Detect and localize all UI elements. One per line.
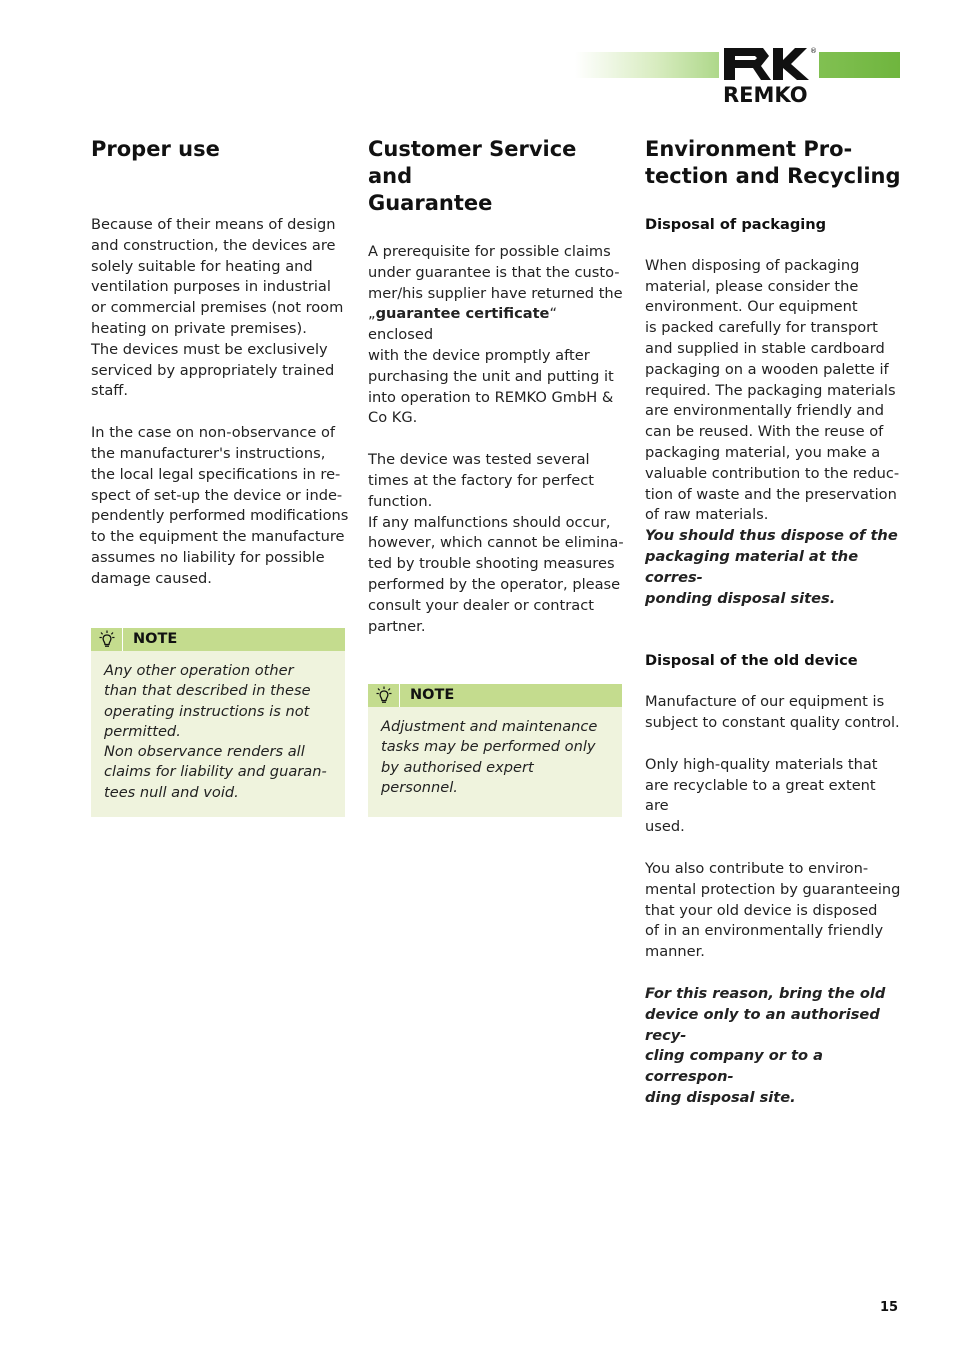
remko-logo bbox=[719, 44, 819, 106]
note-header bbox=[368, 684, 622, 707]
column-customer-service bbox=[368, 136, 626, 637]
note-box-customer-service bbox=[368, 684, 622, 817]
packaging-emphasis: You should thus dispose of the packaging material at the corres- ponding disposal sites. bbox=[645, 527, 898, 607]
note-text: Any other operation other than that described in these operating instructions is not permitted. Non observance renders all claims for liability and guaran- tees null and void. bbox=[104, 662, 327, 801]
customer-service-paragraph-2: The device was tested several times at the factory for perfect function. If any malfunctions should occur, however, which cannot be elimina- ted by trouble shooting measures performed by the operator, please consult your dealer or contract partner. bbox=[368, 451, 624, 635]
svg-text:®: ® bbox=[810, 47, 817, 55]
heading-proper-use: Proper use bbox=[91, 137, 220, 161]
proper-use-paragraph-2: In the case on non-observance of the manufacturer's instructions, the local legal specifications in re- spect of set-up the device or inde- pendently performed modifications to the equipment the manufacture assumes no liability for possible damage caused. bbox=[91, 424, 349, 587]
subheading-disposal-packaging: Disposal of packaging bbox=[645, 216, 827, 233]
note-label: NOTE bbox=[410, 687, 455, 703]
old-device-paragraph-3: You also contribute to environ- mental protection by guaranteeing that your old device is disposed of in an environmentally friendly manner. bbox=[645, 859, 901, 961]
note-label: NOTE bbox=[133, 631, 178, 647]
page-number: 15 bbox=[880, 1300, 899, 1315]
customer-service-paragraph-1: A prerequisite for possible claims under guarantee is that the custo- mer/his supplier have returned the „guarantee certificate“ enclosed with the device promptly after purchasing the unit and putting it into operation to REMKO GmbH & Co KG. bbox=[368, 243, 623, 427]
subheading-disposal-old-device: Disposal of the old device bbox=[645, 652, 858, 670]
remko-logo-mark-icon bbox=[721, 44, 819, 84]
old-device-emphasis: For this reason, bring the old device only to an authorised recy- cling company or to a correspon- ding disposal site. bbox=[645, 984, 886, 1106]
note-box-proper-use bbox=[91, 628, 345, 817]
packaging-paragraph: When disposing of packaging material, please consider the environment. Our equipment is packed carefully for transport and supplied in stable cardboard packaging on a wooden palette if required. The packaging materials are environmentally friendly and can be reused. With the reuse of packaging material, you make a valuable contribution to the reduc- tion of waste and the preservation of raw materials. bbox=[645, 256, 900, 524]
old-device-paragraph-1: Manufacture of our equipment is subject to constant quality control. bbox=[645, 693, 900, 731]
column-environment bbox=[645, 136, 903, 1109]
logo-wordmark: REMKO bbox=[723, 83, 808, 107]
heading-environment: Environment Pro- tection and Recycling bbox=[645, 137, 901, 188]
note-header bbox=[91, 628, 345, 651]
note-text: Adjustment and maintenance tasks may be performed only by authorised expert personnel. bbox=[381, 718, 598, 796]
proper-use-paragraph-1: Because of their means of design and construction, the devices are solely suitable for heating and ventilation purposes in industrial or commercial premises (not room heating on private premises). The devices must be exclusively serviced by appropriately trained staff. bbox=[91, 216, 344, 400]
heading-customer-service: Customer Service and Guarantee bbox=[368, 137, 577, 215]
lightbulb-icon bbox=[376, 686, 392, 705]
old-device-paragraph-2: Only high-quality materials that are recyclable to a great extent are used. bbox=[645, 755, 878, 836]
lightbulb-icon bbox=[99, 630, 115, 649]
column-proper-use bbox=[91, 136, 349, 590]
